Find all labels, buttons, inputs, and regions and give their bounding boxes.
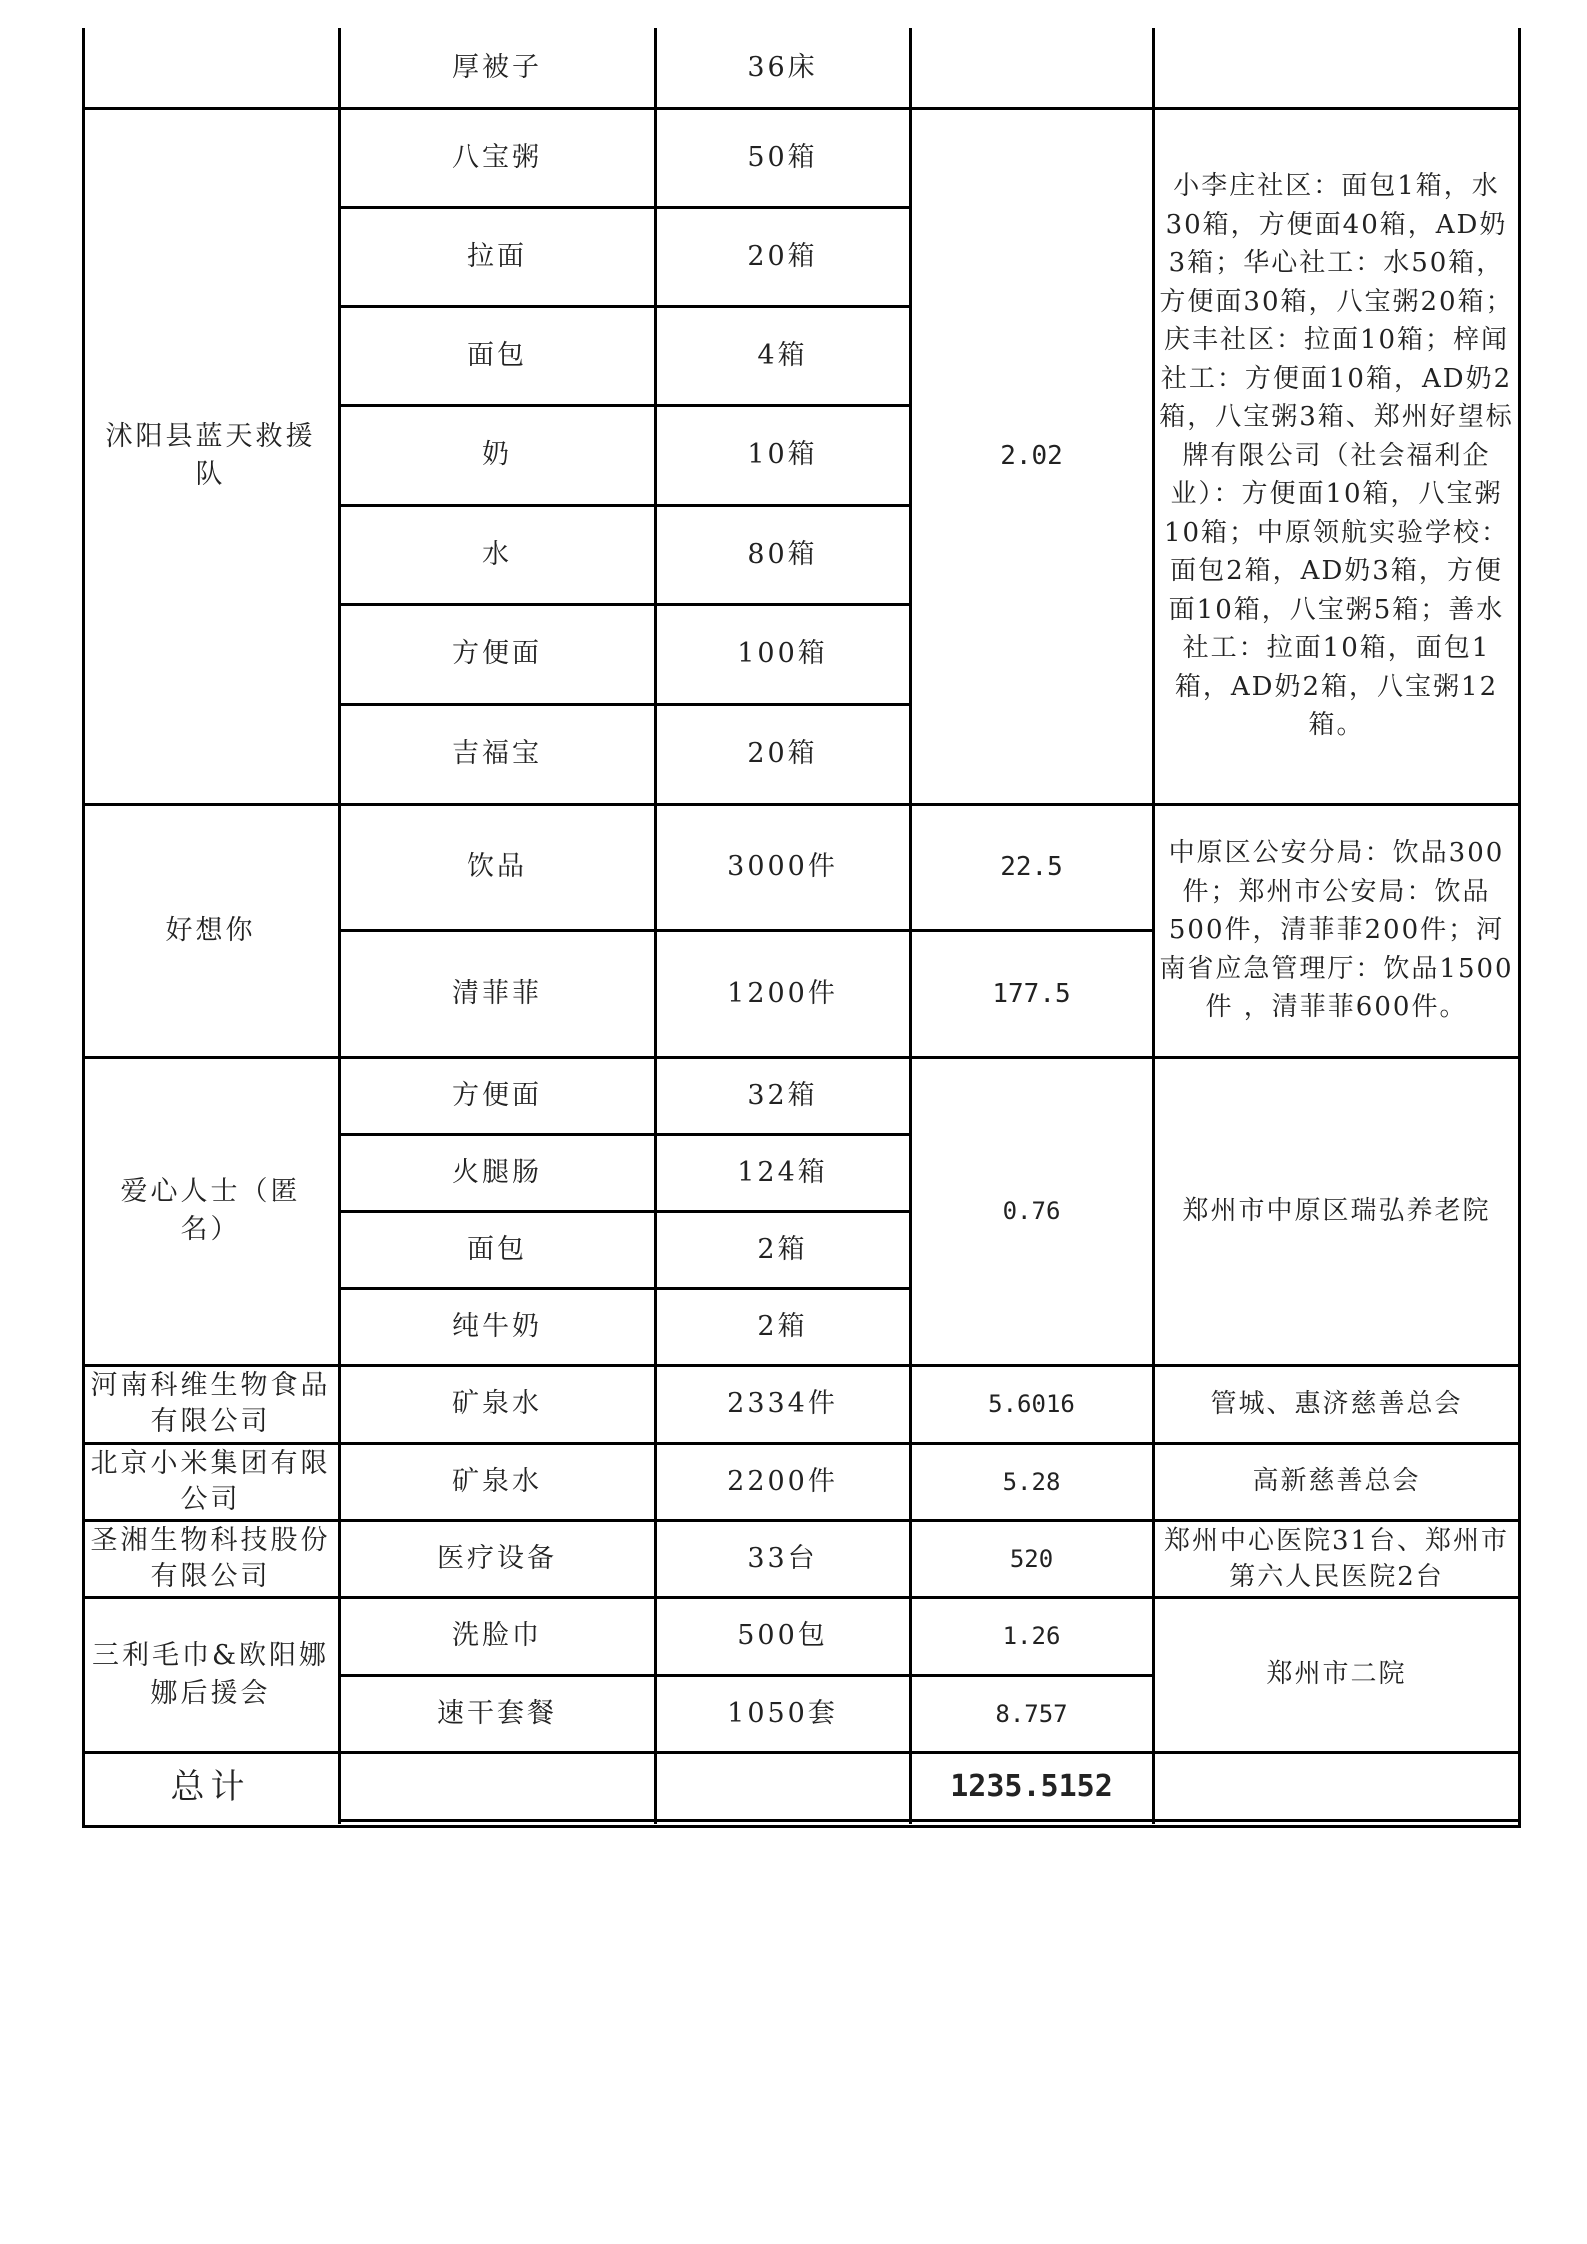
value-amount: 5.28 [1002, 1467, 1061, 1496]
item-qty: 100箱 [737, 638, 828, 669]
item-name: 八宝粥 [452, 141, 542, 173]
grid-line [909, 28, 912, 1824]
value-amount: 177.5 [992, 978, 1071, 1009]
recipient-text: 小李庄社区：面包1箱，水30箱，方便面40箱，AD奶3箱；华心社工：水50箱，方便面30箱，八宝粥20箱；庆丰社区：拉面10箱；梓闻社工：方便面10箱，AD奶2箱，八宝粥3箱、郑州好望标牌有限公司（社会福利企业）：方便面10箱，八宝粥10箱；中原领航实验学校：面包2箱，AD奶3箱，方便面10箱，八宝粥5箱；善水社工：拉面10箱，面包1箱，AD奶2箱，八宝粥12箱。 [1159, 171, 1514, 741]
item-name: 水 [482, 538, 512, 570]
item-name: 方便面 [452, 1079, 542, 1111]
item-qty: 3000件 [727, 851, 838, 882]
item-qty: 2箱 [757, 1310, 808, 1342]
donor-name: 圣湘生物科技股份有限公司 [90, 1524, 331, 1592]
value-amount: 520 [1009, 1544, 1054, 1573]
item-qty: 36床 [747, 52, 818, 83]
recipient-text: 郑州市二院 [1266, 1659, 1407, 1690]
grid-line [1518, 28, 1521, 1828]
item-name: 吉福宝 [452, 737, 542, 769]
item-qty: 80箱 [747, 538, 818, 570]
donor-name: 北京小米集团有限公司 [90, 1447, 331, 1515]
item-name: 矿泉水 [452, 1465, 542, 1497]
item-name: 洗脸巾 [452, 1620, 542, 1651]
item-qty: 2334件 [727, 1388, 838, 1419]
grid-line [339, 703, 911, 706]
item-qty: 10箱 [747, 439, 818, 470]
grid-line [82, 1519, 1521, 1522]
item-qty: 500包 [737, 1620, 828, 1651]
item-qty: 1050套 [727, 1697, 838, 1729]
item-qty: 2200件 [727, 1465, 838, 1497]
recipient-text: 高新慈善总会 [1252, 1466, 1421, 1497]
value-amount: 22.5 [1000, 852, 1063, 882]
donor-name: 河南科维生物食品有限公司 [90, 1370, 331, 1437]
value-amount: 5.6016 [988, 1390, 1075, 1418]
donor-name: 爱心人士（匿名） [120, 1176, 301, 1245]
grid-line [339, 1133, 911, 1136]
grid-line [82, 1056, 1521, 1059]
grid-line [82, 1442, 1521, 1445]
grid-line [339, 603, 911, 606]
grid-line [82, 1596, 1521, 1599]
item-name: 面包 [467, 1233, 527, 1265]
grid-line [339, 1210, 911, 1213]
item-qty: 20箱 [747, 737, 818, 769]
item-name: 清菲菲 [452, 977, 542, 1009]
grid-line [82, 1825, 1521, 1828]
donor-name: 三利毛巾&欧阳娜娜后援会 [91, 1639, 330, 1709]
value-amount: 1.26 [1002, 1622, 1061, 1650]
item-name: 火腿肠 [452, 1156, 542, 1188]
grid-line [339, 305, 911, 308]
grid-line [339, 1287, 911, 1290]
recipient-text: 郑州中心医院31台、郑州市第六人民医院2台 [1163, 1525, 1510, 1592]
grid-line [82, 1364, 1521, 1367]
item-name: 奶 [482, 439, 512, 470]
recipient-text: 中原区公安分局：饮品300件；郑州市公安局：饮品500件，清菲菲200件；河南省应急管理厅：饮品1500件 ，清菲菲600件。 [1159, 838, 1514, 1023]
item-name: 医疗设备 [437, 1542, 557, 1574]
grid-line [339, 929, 1154, 932]
recipient-text: 管城、惠济慈善总会 [1210, 1388, 1463, 1419]
grid-line [1152, 28, 1155, 1824]
item-name: 面包 [467, 339, 527, 371]
item-qty: 20箱 [747, 240, 818, 272]
value-amount: 0.76 [1002, 1197, 1061, 1225]
recipient-text: 郑州市中原区瑞弘养老院 [1182, 1195, 1491, 1226]
grid-line [654, 28, 657, 1824]
donor-name: 好想你 [165, 914, 256, 946]
grid-line [339, 504, 911, 507]
grid-line [339, 404, 911, 407]
item-qty: 33台 [747, 1542, 818, 1574]
total-value: 1235.5152 [950, 1769, 1113, 1804]
item-name: 矿泉水 [452, 1388, 542, 1419]
total-label: 总计 [170, 1767, 251, 1807]
item-qty: 2箱 [757, 1233, 808, 1265]
item-name: 方便面 [452, 638, 542, 669]
item-name: 饮品 [467, 851, 527, 882]
grid-line [339, 1819, 1521, 1822]
item-qty: 50箱 [747, 141, 818, 173]
item-qty: 124箱 [737, 1156, 828, 1188]
grid-line [339, 206, 911, 209]
value-amount: 8.757 [995, 1699, 1068, 1728]
donor-name: 沭阳县蓝天救援队 [105, 421, 316, 490]
item-name: 厚被子 [452, 52, 542, 83]
grid-line [82, 107, 1521, 110]
item-qty: 1200件 [727, 977, 838, 1009]
item-name: 纯牛奶 [452, 1310, 542, 1342]
item-name: 拉面 [467, 240, 527, 272]
grid-line [82, 28, 85, 1828]
grid-line [339, 1674, 1154, 1677]
item-qty: 4箱 [757, 339, 808, 371]
grid-line [82, 803, 1521, 806]
item-name: 速干套餐 [437, 1697, 557, 1729]
grid-line [82, 1751, 1521, 1754]
item-qty: 32箱 [747, 1079, 818, 1111]
grid-line [338, 28, 341, 1824]
value-amount: 2.02 [1000, 441, 1063, 471]
